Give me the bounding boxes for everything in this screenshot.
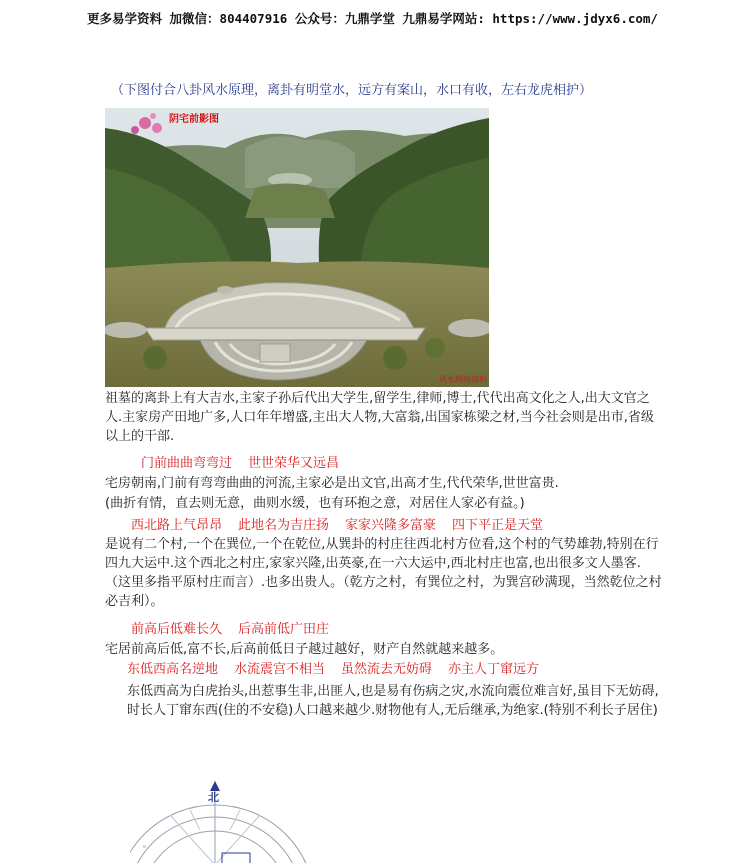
heading-verse-4-line-2: 水流震宫不相当 [234,662,326,677]
heading-verse-3-line-2: 后高前低广田庄 [238,622,330,637]
heading-verse-4-line-3: 虽然流去无妨碍 [341,662,433,677]
heading-verse-3 [131,620,345,639]
paragraph-3: (曲折有情，直去则无意，曲则水缓，也有环抱之意，对居住人家必有益。) [105,496,525,511]
heading-verse-2-line-2: 此地名为吉庄扬 [238,518,330,533]
landscape-photo [105,108,489,387]
heading-verse-2-line-1: 西北路上气昂昂 [131,518,223,533]
photo-label: 阴宅前影图 [169,114,219,125]
compass-diagram [130,775,330,863]
paragraph-6: 东低西高为白虎抬头,出惹事生非,出匪人,也是易有伤病之灾,水流向震位难言好,虽目下无妨碍,时长人丁窜东西(住的不安稳)人口越来越少.财物他有人,无后继承,为绝家.(特别不利长子居住) [127,684,659,718]
heading-verse-3-line-1: 前高后低难长久 [131,622,223,637]
heading-verse-4-line-1: 东低西高名逆地 [127,662,219,677]
heading-verse-4 [127,660,555,679]
compass-north-label: 北 [208,791,219,804]
heading-verse-2-line-3: 家家兴隆多富豪 [345,518,437,533]
page-header: 更多易学资料 加微信：804407916 公众号：九鼎学堂 九鼎易学网站: https://www.jdyx6.com/ [87,11,658,26]
paragraph-5: 宅居前高后低,富不长,后高前低日子越过越好，财产自然就越来越多。 [105,642,504,657]
compass-rose-icon [130,775,330,863]
photo-stamp: 风水网络资料 [439,375,487,384]
paragraph-4: 是说有二个村,一个在巽位,一个在乾位,从巽卦的村庄往西北村方位看,这个村的气势雄勃,特别在行四九大运中.这个西北之村庄,家家兴隆,出英豪,在一六大运中,西北村庄也富,也出很多文人墨客.（这里多指平原村庄而言）.也多出贵人。（乾方之村，有巽位之村，为巽宫砂满现，当然乾位之村必吉利）。 [105,537,662,609]
heading-verse-4-line-4: 亦主人丁窜远方 [448,662,540,677]
heading-verse-1 [141,454,355,473]
svg-text:◦: ◦ [142,843,148,853]
paragraph-1: 祖墓的离卦上有大吉水,主家子孙后代出大学生,留学生,律师,博士,代代出高文化之人,出大文官之人.主家房产田地广多,人口年年增盛,主出大人物,大富翁,出国家栋梁之材,当今社会则是出市,省级以上的干部. [105,391,654,444]
heading-verse-1-line-2: 世世荣华又远昌 [248,456,340,471]
heading-verse-1-line-1: 门前曲曲弯弯过 [141,456,233,471]
photo-caption: （下图付合八卦风水原理，离卦有明堂水，远方有案山，水口有收，左右龙虎相护） [111,83,593,98]
landscape-photo-image [105,108,489,387]
heading-verse-2 [131,516,559,535]
heading-verse-2-line-4: 四下平正是天堂 [452,518,544,533]
paragraph-2: 宅房朝南,门前有弯弯曲曲的河流,主家必是出文官,出高才生,代代荣华,世世富贵. [105,476,559,491]
